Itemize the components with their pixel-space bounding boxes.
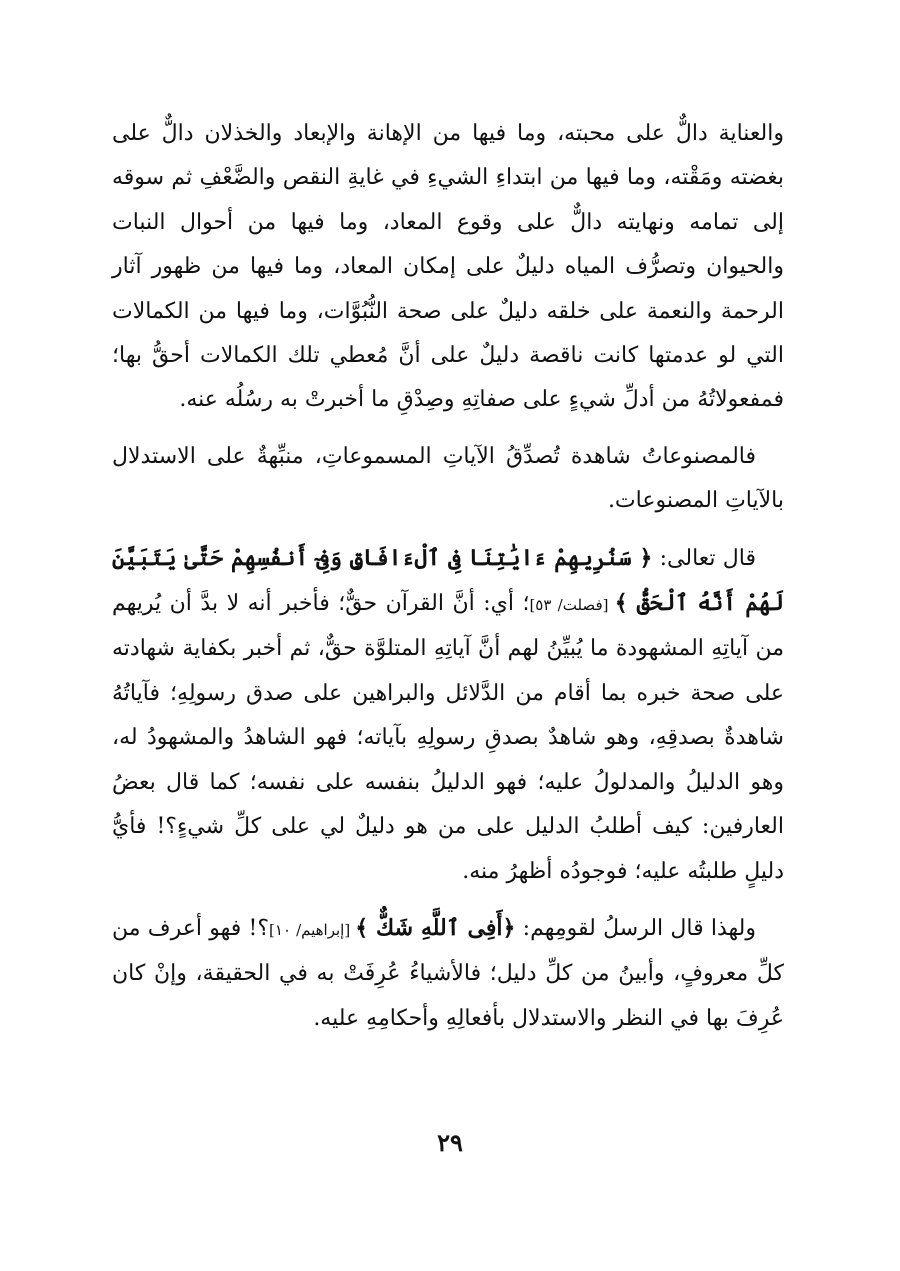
page-body [112,112,784,1053]
paragraph-4 [112,906,784,1041]
paragraph-1 [112,112,784,423]
paragraph-2 [112,435,784,524]
page-number: ٢٩ [437,1128,463,1157]
paragraph-3-intro: قال تعالى: [652,545,756,571]
verse-reference-ibrahim: [إبراهيم/ ١٠] [269,920,356,939]
paragraph-3 [112,536,784,894]
verse-reference-fussilat: [فصلت/ ٥٣] [529,596,615,615]
paragraph-4-intro: ولهذا قال الرسلُ لقومِهم: [515,915,757,941]
paragraph-4-text: ؟! فهو أعرف من كلِّ معروفٍ، وأبينُ من كلِّ دليل؛ فالأشياءُ عُرِفَتْ به في الحقيقة، وإنْ كان عُرِفَ بها في النظر والاستدلال بأفعالِهِ وأحكامِهِ عليه. [112,915,784,1031]
paragraph-3-text: ؛ أي: أنَّ القرآن حقٌّ؛ فأخبر أنه لا بدَّ أن يُريهم من آياتِهِ المشهودة ما يُبيِّنُ لهم أنَّ آياتِهِ المتلوَّة حقٌّ، ثم أخبر بكفاية شهادته على صحة خبره بما أقام من الدَّلائل والبراهين على صدق رسولِهِ؛ فآياتُهُ شاهدةٌ بصدقِهِ، وهو شاهدٌ بصدقِ رسولِهِ بآياته؛ فهو الشاهدُ والمشهودُ له، وهو الدليلُ والمدلولُ عليه؛ فهو الدليلُ بنفسه على نفسه؛ كما قال بعضُ العارفين: كيف أطلبُ الدليل على من هو دليلٌ لي على كلِّ شيءٍ؟! فأيُّ دليلٍ طلبتُه عليه؛ فوجودُه أظهرُ منه. [112,591,784,884]
quran-verse-fussilat: ﴿ سَنُرِيهِمْ ءَايَٰتِنَا فِى ٱلْءَافَاقِ وَفِىٓ أَنفُسِهِمْ حَتَّىٰ يَتَبَيَّنَ لَهُمْ أَنَّهُ ٱلْحَقُّ ﴾ [112,544,784,617]
quran-verse-ibrahim: ﴿أَفِى ٱللَّهِ شَكٌّ ﴾ [355,914,516,941]
paragraph-2-text: فالمصنوعاتُ شاهدة تُصدِّقُ الآياتِ المسموعاتِ، منبِّهةٌ على الاستدلال بالآياتِ المصنوعات. [112,443,784,514]
paragraph-1-text: والعناية دالٌّ على محبته، وما فيها من الإهانة والإبعاد والخذلان دالٌّ على بغضته ومَقْته، وما فيها من ابتداءِ الشيءِ في غايةِ النقص والضَّعْفِ ثم سوقه إلى تمامه ونهايته دالٌّ على وقوع المعاد، وما فيها من أحوال النبات والحيوان وتصرُّف المياه دليلٌ على إمكان المعاد، وما فيها من ظهور آثار الرحمة والنعمة على خلقه دليلٌ على صحة النُّبُوَّات، وما فيها من الكمالات التي لو عدمتها كانت ناقصة دليلٌ على أنَّ مُعطي تلك الكمالات أحقُّ بها؛ فمفعولاتُهُ من أدلِّ شيءٍ على صفاتِهِ وصِدْقِ ما أخبرتْ به رسُلُه عنه. [112,121,784,413]
